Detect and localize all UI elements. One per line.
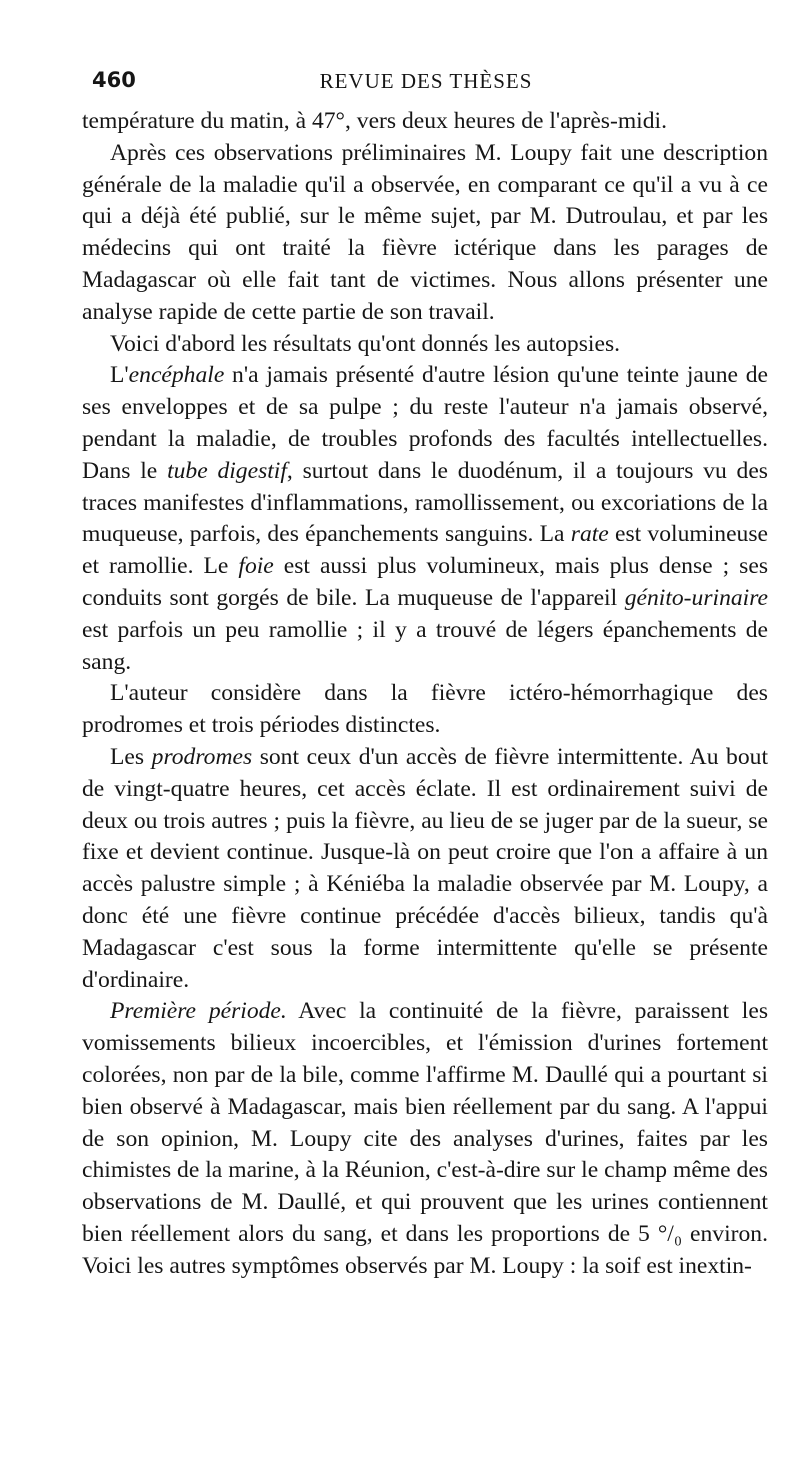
text-run: L' <box>110 362 129 389</box>
text-run: est parfois un peu ramollie ; il y a trouvé de légers épanchements de sang. <box>82 616 768 675</box>
text-run: , surtout dans le duodénum, il a toujours vu des traces manifestes d'inflammations, ramollissement, ou excoriations de la muqueuse, parfois, des épanchements sanguins. La <box>82 457 768 548</box>
text-run: L'auteur considère dans la fièvre ictéro-hémorrhagique des prodromes et trois périodes distinctes. <box>82 680 768 739</box>
page-header <box>82 66 770 98</box>
page-number: 460 <box>92 68 136 92</box>
italic-term: prodromes <box>151 743 253 770</box>
paragraph <box>82 138 768 329</box>
text-run: est volumineuse et ramollie. Le <box>82 521 769 580</box>
italic-term: génito-urinaire <box>624 584 768 611</box>
italic-term: tube digestif <box>167 457 287 484</box>
italic-term: encéphale <box>128 362 225 389</box>
paragraph <box>82 678 768 742</box>
text-run: n'a jamais présenté d'autre lésion qu'une teinte jaune de ses enveloppes et de sa pulpe ; du reste l'auteur n'a jamais observé, pendant la maladie, de troubles profonds des facultés intellectuelles. Dans le <box>82 362 768 484</box>
paragraph <box>82 360 768 678</box>
running-head: REVUE DES THÈSES <box>319 69 533 93</box>
text-run: sont ceux d'un accès de fièvre intermittente. Au bout de vingt-quatre heures, cet accès éclate. Il est ordinairement suivi de deux ou trois autres ; puis la fièvre, au lieu de se juger par de la sueur, se fixe et devient continue. Jusque-là on peut croire que l'on a affaire à un accès palustre simple ; à Kéniéba la maladie observée par M. Loupy, a donc été une fièvre continue précédée d'accès bilieux, tandis qu'à Madagascar c'est sous la forme intermittente qu'elle se présente d'ordinaire. <box>82 743 769 993</box>
text-run: Avec la continuité de la fièvre, paraissent les vomissements bilieux incoercibles, et l'émission d'urines fortement colorées, non par de la bile, comme l'affirme M. Daullé qui a pourtant si bien observé à Madagascar, mais bien réellement par du sang. A l'appui de son opinion, M. Loupy cite des analyses d'urines, faites par les chimistes de la marine, à la Réunion, c'est-à-dire sur le champ même des observations de M. Daullé, et qui prouvent que les urines contiennent bien réellement alors du sang, et dans les proportions de 5 °/₀ environ. Voici les autres symptômes observés par M. Loupy : la soif est inextin- <box>82 998 768 1279</box>
text-run: Les <box>110 743 152 770</box>
paragraph <box>82 742 768 996</box>
text-run: Voici d'abord les résultats qu'ont donnés les autopsies. <box>110 330 621 357</box>
paragraph <box>82 106 768 138</box>
body-text <box>82 106 768 1282</box>
italic-term: Première période. <box>110 998 287 1025</box>
text-run: Après ces observations préliminaires M. Loupy fait une description générale de la maladie qu'il a observée, en comparant ce qu'il a vu à ce qui a déjà été publié, sur le même sujet, par M. Dutroulau, et par les médecins qui ont traité la fièvre ictérique dans les parages de Madagascar où elle fait tant de victimes. Nous allons présenter une analyse rapide de cette partie de son travail. <box>82 139 768 325</box>
paragraph <box>82 329 768 361</box>
italic-term: foie <box>238 553 274 580</box>
paragraph <box>82 996 768 1282</box>
italic-term: rate <box>570 521 609 548</box>
text-run: est aussi plus volumineux, mais plus dense ; ses conduits sont gorgés de bile. La muqueuse de l'appareil <box>82 553 768 611</box>
text-run: température du matin, à 47°, vers deux heures de l'après-midi. <box>82 108 667 134</box>
